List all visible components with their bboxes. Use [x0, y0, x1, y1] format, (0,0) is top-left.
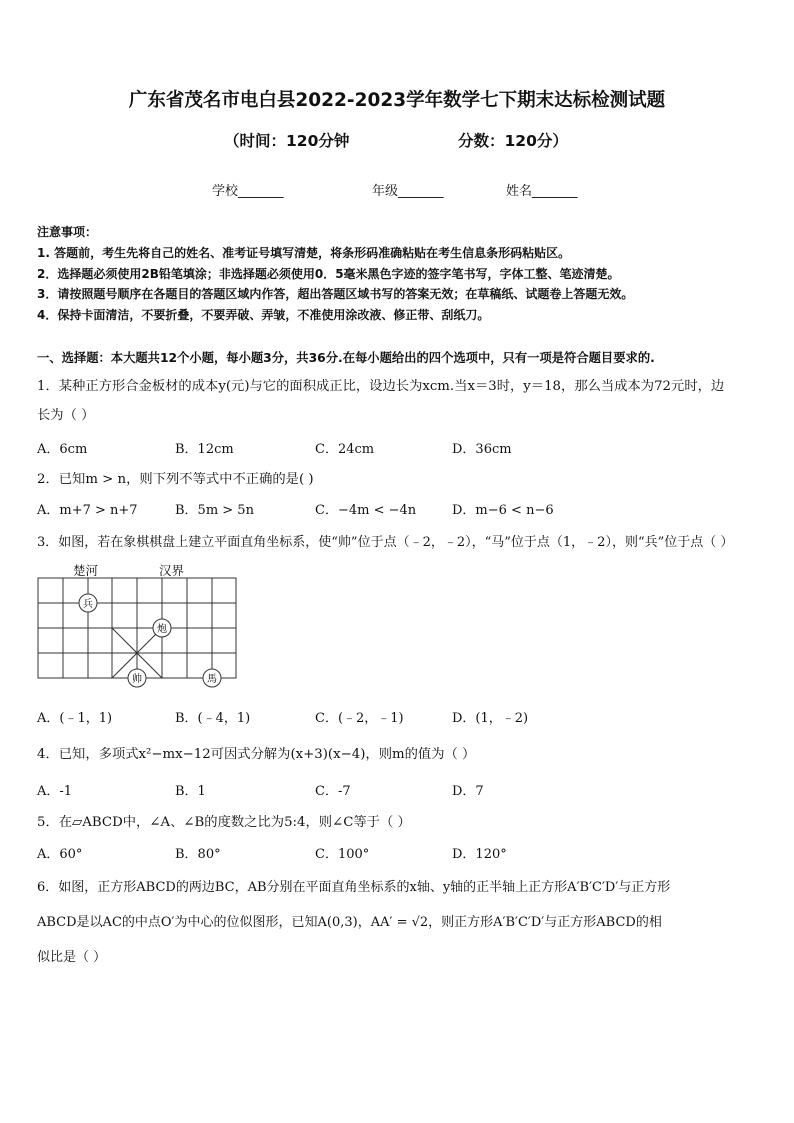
q1-option-a: A．6cm	[37, 442, 88, 457]
piece-bing	[79, 594, 97, 612]
note-item-1: 1. 答题前，考生先将自己的姓名、准考证号填写清楚，将条形码准确粘贴在考生信息条形码粘贴区。	[37, 245, 571, 260]
q2-option-a: A．m+7 > n+7	[37, 503, 138, 518]
school-field[interactable]: 学校_______	[212, 184, 284, 199]
exam-subtitle	[224, 129, 624, 151]
q6-stem-line3: 似比是（ ）	[37, 950, 107, 965]
time-label: （时间：120分钟	[224, 132, 350, 150]
q2-stem: 2．已知m > n，则下列不等式中不正确的是( )	[37, 472, 314, 487]
section-heading: 一、选择题：本大题共12个小题，每小题3分，共36分.在每小题给出的四个选项中，只有一项是符合题目要求的.	[37, 351, 655, 365]
q3-option-a: A．(﹣1，1)	[37, 711, 113, 726]
q6-stem-line2: ABCD是以AC的中点O′为中心的位似图形，已知A(0,3)，AA′ = √2，则正方形A′B′C′D′与正方形ABCD的相	[37, 915, 662, 930]
piece-pao	[153, 619, 171, 637]
name-field[interactable]: 姓名_______	[506, 184, 578, 199]
q6-stem-line1: 6．如图，正方形ABCD的两边BC，AB分别在平面直角坐标系的x轴、y轴的正半轴上正方形A′B′C′D′与正方形	[37, 880, 671, 895]
q1-stem-line1: 1．某种正方形合金板材的成本y(元)与它的面积成正比，设边长为xcm.当x＝3时，y＝18，那么当成本为72元时，边	[37, 379, 725, 394]
q5-option-c: C．100°	[315, 847, 370, 862]
piece-shuai	[128, 669, 146, 687]
svg-text:帅: 帅	[132, 674, 142, 685]
board-label-hanjie: 汉界	[159, 563, 185, 578]
q1-stem-line2: 长为（ ）	[37, 408, 95, 423]
q3-option-c: C．(﹣2，﹣1)	[315, 711, 404, 726]
note-item-4: 4．保持卡面清洁，不要折叠，不要弄破、弄皱，不准使用涂改液、修正带、刮纸刀。	[37, 308, 490, 323]
q4-option-d: D．7	[452, 784, 484, 799]
q2-option-d: D．m−6 < n−6	[452, 503, 554, 518]
q3-option-b: B．(﹣4，1)	[175, 711, 251, 726]
q5-option-d: D．120°	[452, 847, 507, 862]
svg-text:馬: 馬	[207, 674, 217, 685]
q1-option-c: C．24cm	[315, 442, 375, 457]
svg-text:炮: 炮	[157, 624, 167, 635]
q1-option-d: D．36cm	[452, 442, 512, 457]
note-item-3: 3．请按照题号顺序在各题目的答题区域内作答，超出答题区域书写的答案无效；在草稿纸、试题卷上答题无效。	[37, 287, 634, 302]
score-label: 分数：120分）	[458, 132, 568, 150]
q3-option-d: D．(1，﹣2)	[452, 711, 529, 726]
q2-option-c: C．−4m < −4n	[315, 503, 417, 518]
board-label-chuhe: 楚河	[73, 563, 99, 578]
exam-title: 广东省茂名市电白县2022-2023学年数学七下期末达标检测试题	[128, 90, 666, 111]
q4-option-c: C．-7	[315, 784, 351, 799]
q5-option-a: A．60°	[37, 847, 83, 862]
piece-ma	[203, 669, 221, 687]
q5-stem: 5．在▱ABCD中，∠A、∠B的度数之比为5:4，则∠C等于（ ）	[37, 815, 411, 830]
q5-option-b: B．80°	[175, 847, 221, 862]
q4-stem: 4．已知，多项式x²−mx−12可因式分解为(x+3)(x−4)，则m的值为（ ）	[37, 747, 476, 762]
notes-block	[37, 222, 767, 326]
q1-option-b: B．12cm	[175, 442, 234, 457]
q2-option-b: B．5m > 5n	[175, 503, 254, 518]
note-item-2: 2．选择题必须使用2B铅笔填涂；非选择题必须使用0．5毫米黑色字迹的签字笔书写，字体工整、笔迹清楚。	[37, 266, 620, 281]
q4-option-a: A．-1	[37, 784, 73, 799]
svg-text:兵: 兵	[83, 599, 93, 610]
board-grid	[38, 578, 236, 678]
notes-heading: 注意事项：	[37, 225, 98, 239]
q3-stem: 3．如图，若在象棋棋盘上建立平面直角坐标系，使“帅”位于点（﹣2，﹣2），“马”位于点（1，﹣2），则“兵”位于点（ ）	[37, 535, 734, 550]
q4-option-b: B．1	[175, 784, 206, 799]
grade-field[interactable]: 年级_______	[372, 184, 444, 199]
chess-board-figure	[36, 562, 240, 688]
